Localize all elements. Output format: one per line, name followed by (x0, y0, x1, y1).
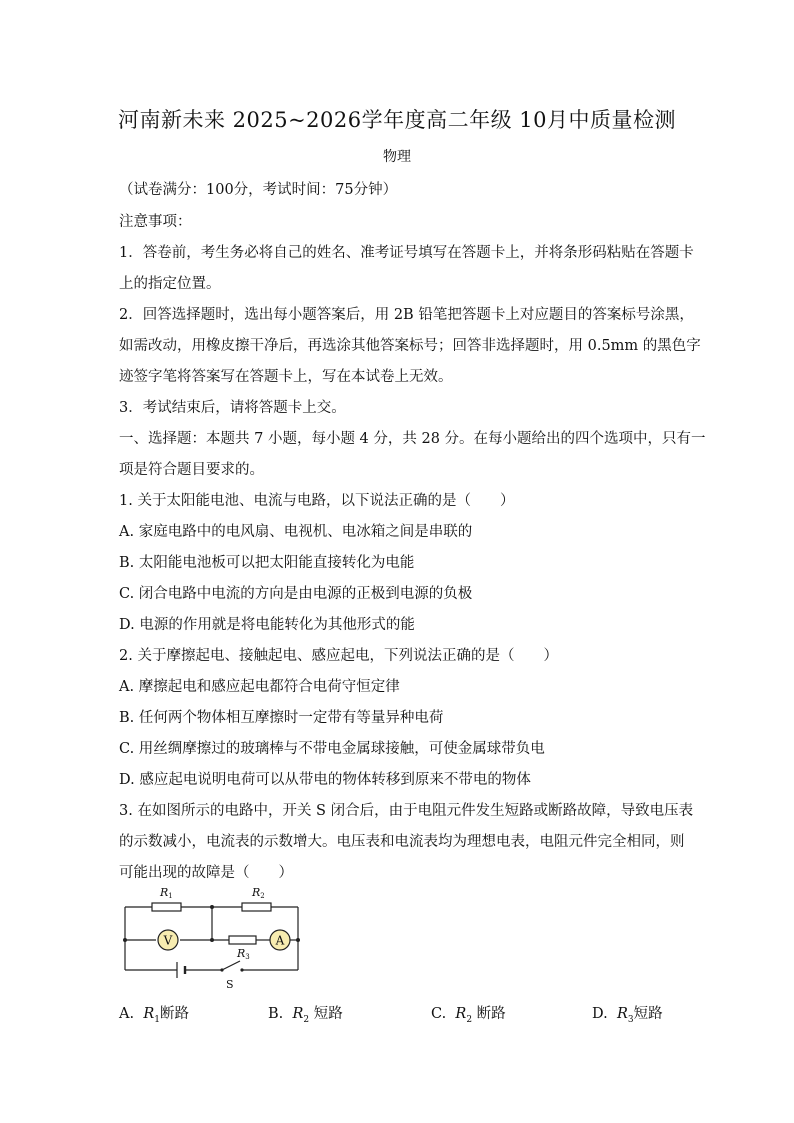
option-b: B. 任何两个物体相互摩擦时一定带有等量异种电荷 (119, 710, 444, 726)
option-c: C. $R_2$ 断路 (431, 1006, 506, 1025)
notice-line: 1．答卷前，考生务必将自己的姓名、准考证号填写在答题卡上，并将条形码粘贴在答题卡 (119, 245, 694, 261)
resistor-r3 (229, 936, 256, 944)
switch-label: S (226, 978, 234, 991)
voltmeter-label: V (163, 933, 173, 948)
switch (220, 961, 243, 972)
circuit-diagram (110, 880, 310, 992)
voltmeter (158, 930, 178, 950)
exam-info: （试卷满分：100分，考试时间：75分钟） (119, 182, 398, 198)
question-stem: 的示数减小，电流表的示数增大。电压表和电流表均为理想电表，电阻元件完全相同，则 (119, 834, 685, 850)
option-d: D. 感应起电说明电荷可以从带电的物体转移到原来不带电的物体 (119, 772, 531, 788)
notice-heading: 注意事项： (119, 214, 192, 230)
option-a: A. $R_1$断路 (119, 1006, 189, 1025)
option-a: A. 摩擦起电和感应起电都符合电荷守恒定律 (119, 679, 400, 695)
question-stem: 可能出现的故障是（ ） (119, 865, 293, 881)
notice-line: 3．考试结束后，请将答题卡上交。 (119, 400, 346, 416)
r2-label: R2 (252, 886, 265, 900)
subject-label: 物理 (383, 149, 411, 165)
question-stem: 1. 关于太阳能电池、电流与电路，以下说法正确的是（ ） (119, 493, 515, 509)
question-stem: 2. 关于摩擦起电、接触起电、感应起电，下列说法正确的是（ ） (119, 648, 558, 664)
notice-line: 迹签字笔将答案写在答题卡上，写在本试卷上无效。 (119, 369, 453, 385)
section-intro: 项是符合题目要求的。 (119, 462, 264, 478)
option-d: D. $R_3$短路 (592, 1006, 663, 1025)
option-b: B. $R_2$ 短路 (268, 1006, 343, 1025)
question-stem: 3. 在如图所示的电路中，开关 S 闭合后，由于电阻元件发生短路或断路故障，导致电压表 (119, 803, 694, 819)
r3-label: R3 (237, 947, 250, 961)
resistor-r2 (242, 903, 271, 911)
ammeter-label: A (275, 933, 285, 948)
option-b: B. 太阳能电池板可以把太阳能直接转化为电能 (119, 555, 415, 571)
resistor-r1 (152, 903, 181, 911)
ammeter (270, 930, 290, 950)
page-title: 河南新未来 2025~2026学年度高二年级 10月中质量检测 (117, 108, 677, 132)
option-d: D. 电源的作用就是将电能转化为其他形式的能 (119, 617, 415, 633)
battery (177, 962, 185, 978)
section-intro: 一、选择题：本题共 7 小题，每小题 4 分，共 28 分。在每小题给出的四个选项中，只有一 (119, 431, 706, 447)
notice-line: 上的指定位置。 (119, 276, 221, 292)
r1-label: R1 (160, 886, 173, 900)
option-c: C. 用丝绸摩擦过的玻璃棒与不带电金属球接触，可使金属球带负电 (119, 741, 545, 757)
notice-line: 如需改动，用橡皮擦干净后，再选涂其他答案标号；回答非选择题时，用 0.5mm 的黑色字 (119, 338, 701, 354)
notice-line: 2．回答选择题时，选出每小题答案后，用 2B 铅笔把答题卡上对应题目的答案标号涂黑， (119, 307, 694, 323)
option-a: A. 家庭电路中的电风扇、电视机、电冰箱之间是串联的 (119, 524, 473, 540)
option-c: C. 闭合电路中电流的方向是由电源的正极到电源的负极 (119, 586, 473, 602)
